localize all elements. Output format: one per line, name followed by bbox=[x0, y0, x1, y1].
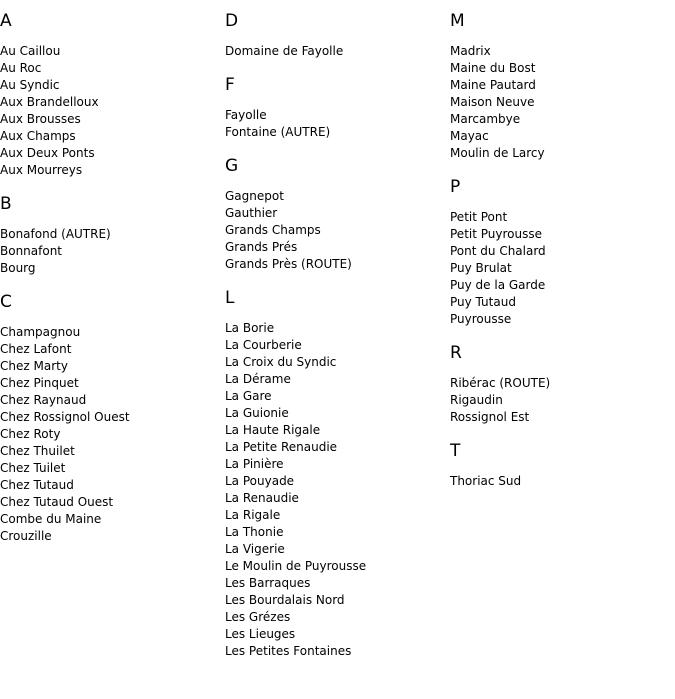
place-link[interactable]: Aux Brandelloux bbox=[0, 95, 99, 109]
place-link[interactable]: Gauthier bbox=[225, 206, 278, 220]
section-letter-heading: A bbox=[0, 11, 12, 31]
place-link[interactable]: Les Grézes bbox=[225, 610, 291, 624]
place-link[interactable]: Grands Près (ROUTE) bbox=[225, 257, 352, 271]
place-link[interactable]: Maine du Bost bbox=[450, 61, 536, 75]
place-link[interactable]: Puyrousse bbox=[450, 312, 512, 326]
place-link[interactable]: Les Barraques bbox=[225, 576, 311, 590]
place-link[interactable]: Thoriac Sud bbox=[450, 474, 522, 488]
place-list bbox=[225, 188, 450, 273]
place-link[interactable]: Chez Marty bbox=[0, 359, 68, 373]
place-list bbox=[0, 226, 225, 277]
place-link[interactable]: Champagnou bbox=[0, 325, 81, 339]
place-link[interactable]: Bourg bbox=[0, 261, 36, 275]
section-letter-heading: P bbox=[450, 177, 461, 197]
place-link[interactable]: Mayac bbox=[450, 129, 489, 143]
place-list bbox=[225, 107, 450, 141]
place-link[interactable]: Puy Tutaud bbox=[450, 295, 516, 309]
place-link[interactable]: Les Lieuges bbox=[225, 627, 296, 641]
letter-section bbox=[225, 155, 450, 273]
place-link[interactable]: Au Caillou bbox=[0, 44, 61, 58]
place-link[interactable]: Chez Roty bbox=[0, 427, 61, 441]
letter-section bbox=[0, 10, 225, 179]
section-letter-heading: G bbox=[225, 156, 239, 176]
place-link[interactable]: Fontaine (AUTRE) bbox=[225, 125, 331, 139]
place-list bbox=[225, 43, 450, 60]
letter-section bbox=[450, 440, 675, 490]
place-list bbox=[450, 43, 675, 162]
place-link[interactable]: Chez Tutaud bbox=[0, 478, 74, 492]
place-link[interactable]: Petit Puyrousse bbox=[450, 227, 542, 241]
place-link[interactable]: Au Syndic bbox=[0, 78, 60, 92]
index-column bbox=[225, 10, 450, 660]
place-link[interactable]: Les Bourdalais Nord bbox=[225, 593, 345, 607]
section-letter-heading: F bbox=[225, 75, 235, 95]
letter-section bbox=[225, 74, 450, 141]
place-link[interactable]: Crouzille bbox=[0, 529, 52, 543]
place-link[interactable]: Aux Champs bbox=[0, 129, 76, 143]
place-link[interactable]: Les Petites Fontaines bbox=[225, 644, 352, 658]
letter-section bbox=[450, 342, 675, 426]
place-list bbox=[450, 375, 675, 426]
section-letter-heading: B bbox=[0, 194, 12, 214]
section-letter-heading: D bbox=[225, 11, 239, 31]
place-link[interactable]: La Guionie bbox=[225, 406, 289, 420]
place-link[interactable]: La Renaudie bbox=[225, 491, 299, 505]
place-link[interactable]: Chez Thuilet bbox=[0, 444, 75, 458]
place-link[interactable]: Chez Pinquet bbox=[0, 376, 79, 390]
letter-section bbox=[0, 291, 225, 545]
place-link[interactable]: La Borie bbox=[225, 321, 275, 335]
place-link[interactable]: Moulin de Larcy bbox=[450, 146, 545, 160]
section-letter-heading: T bbox=[450, 441, 461, 461]
place-link[interactable]: Rigaudin bbox=[450, 393, 503, 407]
place-link[interactable]: La Vigerie bbox=[225, 542, 285, 556]
place-link[interactable]: Marcambye bbox=[450, 112, 521, 126]
place-link[interactable]: La Haute Rigale bbox=[225, 423, 321, 437]
place-link[interactable]: La Petite Renaudie bbox=[225, 440, 338, 454]
place-link[interactable]: Chez Lafont bbox=[0, 342, 72, 356]
place-link[interactable]: La Croix du Syndic bbox=[225, 355, 337, 369]
place-link[interactable]: La Dérame bbox=[225, 372, 291, 386]
index-column bbox=[450, 10, 675, 490]
place-link[interactable]: Chez Rossignol Ouest bbox=[0, 410, 130, 424]
letter-section bbox=[450, 10, 675, 162]
place-link[interactable]: Chez Tuilet bbox=[0, 461, 66, 475]
place-link[interactable]: Rossignol Est bbox=[450, 410, 530, 424]
place-link[interactable]: Pont du Chalard bbox=[450, 244, 546, 258]
section-letter-heading: L bbox=[225, 288, 235, 308]
place-link[interactable]: Fayolle bbox=[225, 108, 267, 122]
place-link[interactable]: Chez Raynaud bbox=[0, 393, 87, 407]
place-link[interactable]: Aux Mourreys bbox=[0, 163, 83, 177]
place-link[interactable]: Bonnafont bbox=[0, 244, 63, 258]
place-link[interactable]: Chez Tutaud Ouest bbox=[0, 495, 114, 509]
place-link[interactable]: Grands Champs bbox=[225, 223, 321, 237]
place-list bbox=[225, 320, 450, 660]
place-list bbox=[0, 324, 225, 545]
place-link[interactable]: Puy de la Garde bbox=[450, 278, 546, 292]
place-list bbox=[450, 209, 675, 328]
place-link[interactable]: La Thonie bbox=[225, 525, 284, 539]
place-link[interactable]: La Gare bbox=[225, 389, 272, 403]
place-link[interactable]: Madrix bbox=[450, 44, 491, 58]
place-list bbox=[450, 473, 675, 490]
section-letter-heading: C bbox=[0, 292, 12, 312]
letter-section bbox=[450, 176, 675, 328]
letter-section bbox=[0, 193, 225, 277]
section-letter-heading: R bbox=[450, 343, 462, 363]
place-link[interactable]: Le Moulin de Puyrousse bbox=[225, 559, 367, 573]
place-link[interactable]: Gagnepot bbox=[225, 189, 284, 203]
place-link[interactable]: La Pouyade bbox=[225, 474, 295, 488]
place-link[interactable]: La Pinière bbox=[225, 457, 284, 471]
place-link[interactable]: Maine Pautard bbox=[450, 78, 536, 92]
place-link[interactable]: Au Roc bbox=[0, 61, 42, 75]
letter-section bbox=[225, 287, 450, 660]
section-letter-heading: M bbox=[450, 11, 465, 31]
place-link[interactable]: Aux Deux Ponts bbox=[0, 146, 95, 160]
place-link[interactable]: Puy Brulat bbox=[450, 261, 512, 275]
place-list bbox=[0, 43, 225, 179]
place-link[interactable]: Bonafond (AUTRE) bbox=[0, 227, 111, 241]
letter-section bbox=[225, 10, 450, 60]
index-column bbox=[0, 10, 225, 545]
place-link[interactable]: La Rigale bbox=[225, 508, 281, 522]
place-link[interactable]: Maison Neuve bbox=[450, 95, 535, 109]
place-link[interactable]: Domaine de Fayolle bbox=[225, 44, 344, 58]
place-link[interactable]: La Courberie bbox=[225, 338, 302, 352]
place-link[interactable]: Ribérac (ROUTE) bbox=[450, 376, 551, 390]
place-link[interactable]: Petit Pont bbox=[450, 210, 508, 224]
place-link[interactable]: Grands Prés bbox=[225, 240, 298, 254]
place-link[interactable]: Combe du Maine bbox=[0, 512, 102, 526]
place-link[interactable]: Aux Brousses bbox=[0, 112, 81, 126]
